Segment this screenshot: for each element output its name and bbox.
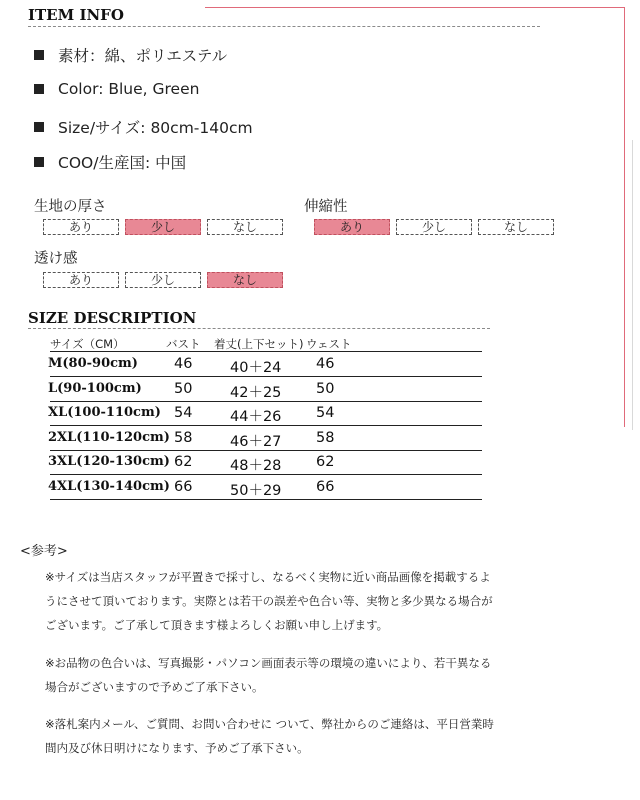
info-item-text: Size/サイズ: 80cm-140cm (58, 119, 253, 137)
info-item-text: COO/生産国: 中国 (58, 154, 187, 172)
size-cell-value: 62 (316, 454, 335, 470)
size-cell-value: 50 (174, 380, 193, 397)
size-header-size: サイズ（CM） (50, 337, 125, 351)
size-cell-value: 50 (316, 380, 335, 397)
info-item-text: Color: Blue, Green (58, 80, 200, 98)
sheer-option-1: あり (43, 272, 119, 288)
note-line: ※サイズは当店スタッフが平置きで採寸し、なるべく実物に近い商品画像を掲載するよ (45, 570, 491, 584)
square-bullet-icon (34, 50, 44, 60)
table-row-rule (50, 425, 482, 426)
size-cell-value: 46＋27 (230, 433, 282, 450)
size-cell-value: 58 (316, 429, 335, 446)
notes-heading: <参考> (20, 544, 68, 559)
size-description-divider (28, 328, 490, 329)
size-cell-value: 62 (174, 454, 193, 470)
size-cell-value: 46 (316, 356, 335, 372)
item-info-title: ITEM INFO (28, 6, 124, 24)
size-cell-value: 66 (316, 478, 335, 495)
decorative-right-line-gray (632, 140, 633, 430)
size-header-length: 着丈(上下セット) (214, 337, 304, 351)
note-line: ございます。ご了承して頂きます様よろしくお願い申し上げます。 (45, 618, 389, 632)
sheer-option-3: なし (207, 272, 283, 288)
info-item-coo (34, 151, 186, 173)
note-line: うにさせて頂いております。実際とは若干の誤差や色合い等、実物と多少異なる場合が (45, 594, 493, 608)
size-cell-name: L(90-100cm) (48, 380, 142, 396)
stretch-label: 伸縮性 (304, 199, 348, 215)
table-row-rule (50, 499, 482, 500)
table-row-rule (50, 474, 482, 475)
size-cell-value: 48＋28 (230, 458, 282, 474)
square-bullet-icon (34, 157, 44, 167)
size-cell-value: 42＋25 (230, 384, 282, 401)
size-header-waist: ウェスト (306, 337, 352, 351)
size-cell-name: M(80-90cm) (48, 356, 138, 371)
info-item-color (34, 80, 199, 98)
note-line: ※お品物の色合いは、写真撮影・パソコン画面表示等の環境の違いにより、若干異なる (45, 656, 492, 670)
size-header-bust: バスト (166, 337, 201, 351)
decorative-right-line (624, 7, 625, 427)
thickness-option-3: なし (207, 219, 283, 235)
decorative-top-line (205, 7, 625, 8)
table-row-rule (50, 450, 482, 451)
size-cell-value: 40＋24 (230, 360, 282, 376)
size-cell-value: 54 (174, 405, 193, 421)
size-cell-value: 50＋29 (230, 482, 282, 499)
size-cell-name: XL(100-110cm) (48, 405, 161, 420)
thickness-label: 生地の厚さ (34, 199, 107, 215)
note-line: 間内及び休日明けになります、予めご了承下さい。 (45, 741, 309, 755)
size-cell-value: 66 (174, 478, 193, 495)
size-cell-name: 3XL(120-130cm) (48, 454, 170, 469)
info-item-material (34, 44, 227, 66)
size-cell-value: 54 (316, 405, 335, 421)
stretch-option-1: あり (314, 219, 390, 235)
table-header-rule (50, 351, 482, 352)
stretch-option-3: なし (478, 219, 554, 235)
square-bullet-icon (34, 122, 44, 132)
size-cell-value: 58 (174, 429, 193, 446)
table-row-rule (50, 376, 482, 377)
size-description-title: SIZE DESCRIPTION (28, 309, 197, 327)
thickness-option-1: あり (43, 219, 119, 235)
note-line: 場合がございますので予めご了承下さい。 (45, 680, 264, 694)
size-cell-value: 46 (174, 356, 193, 372)
thickness-option-2: 少し (125, 219, 201, 235)
size-cell-value: 44＋26 (230, 409, 282, 425)
square-bullet-icon (34, 84, 44, 94)
size-cell-name: 4XL(130-140cm) (48, 478, 170, 494)
item-info-divider (28, 26, 540, 27)
stretch-option-2: 少し (396, 219, 472, 235)
info-item-size (34, 116, 253, 138)
table-row-rule (50, 401, 482, 402)
sheer-option-2: 少し (125, 272, 201, 288)
size-cell-name: 2XL(110-120cm) (48, 429, 170, 445)
info-item-text: 素材：綿、ポリエステル (58, 47, 228, 65)
sheer-label: 透け感 (34, 251, 78, 267)
note-line: ※落札案内メール、ご質問、お問い合わせに ついて、弊社からのご連絡は、平日営業時 (45, 717, 494, 731)
